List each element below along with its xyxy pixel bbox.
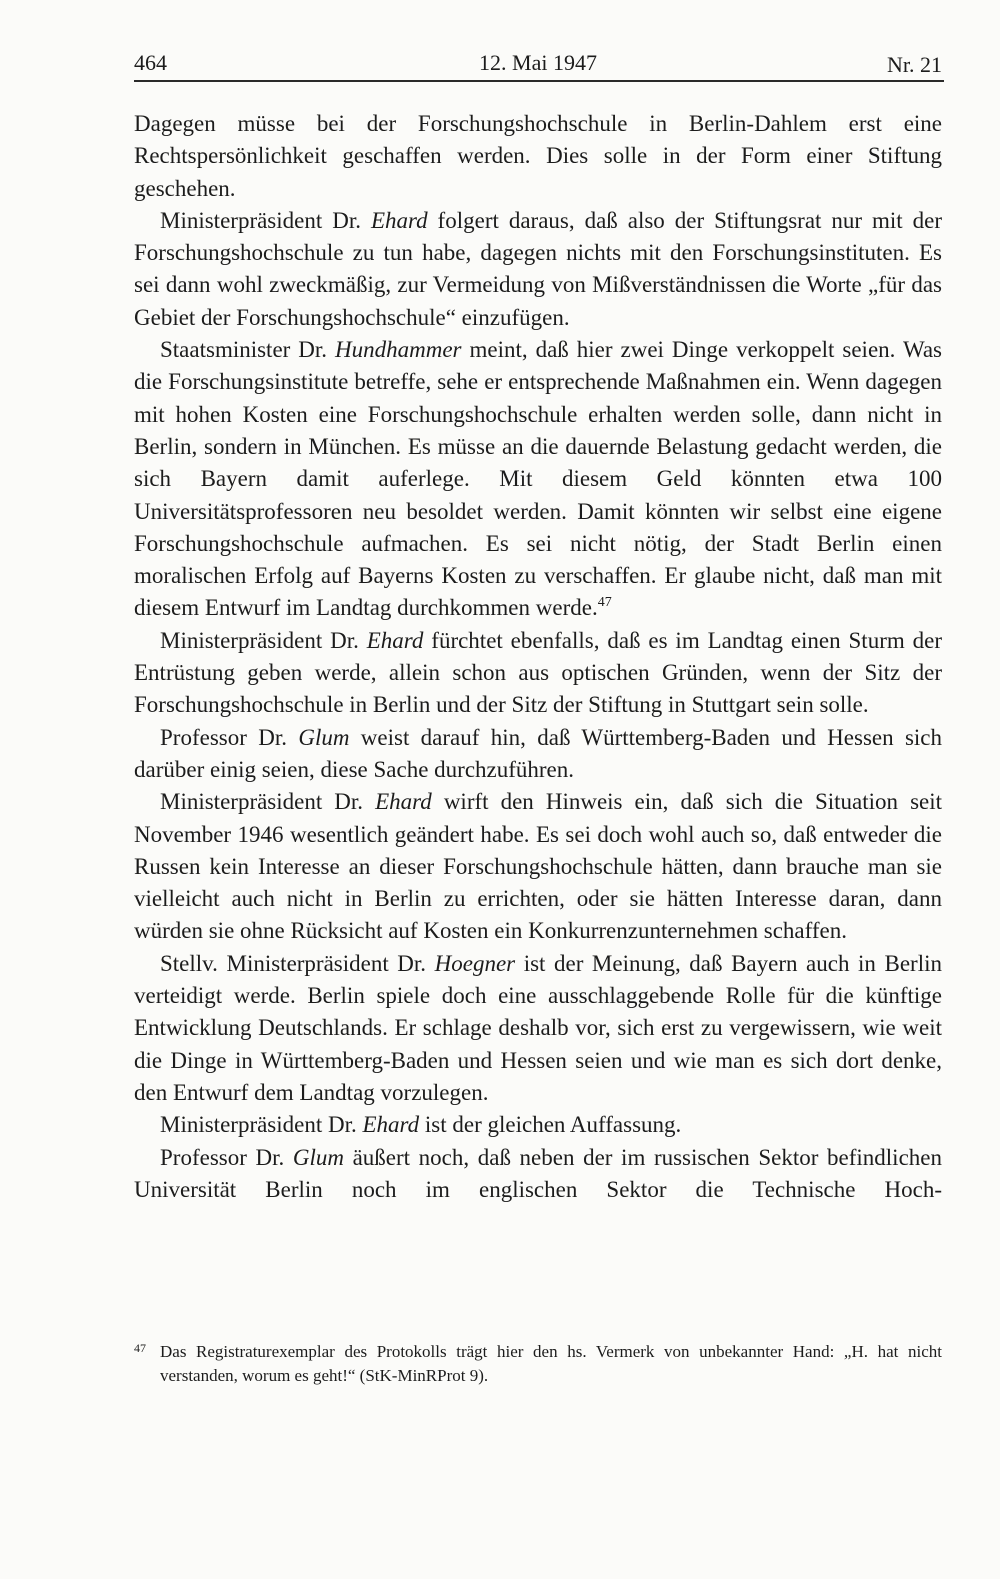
footnotes	[134, 1340, 942, 1388]
speaker-name: Glum	[292, 1144, 344, 1170]
paragraph	[134, 205, 942, 334]
speaker-name: Ehard	[375, 789, 432, 815]
speaker-title: Stellv. Ministerpräsident Dr.	[160, 950, 435, 976]
paragraph-text: wirft den Hinweis ein, daß sich die Situation seit November 1946 wesentlich geändert habe. Es sei doch wohl auch so, daß entweder die Russen kein Interesse an dieser Forschungshochschule hätten, dann brauche man sie vielleicht auch nicht in Berlin zu errichten, oder sie hätten Interesse daran, dann würden sie ohne Rücksicht auf Kosten ein Konkurrenzunternehmen schaffen.	[134, 789, 943, 944]
paragraph-text: fürchtet ebenfalls, daß es im Landtag einen Sturm der Entrüstung geben werde, allein schon aus optischen Gründen, wenn der Sitz der Forschungshochschule in Berlin und der Sitz der Stiftung in Stuttgart sein solle.	[134, 627, 942, 718]
speaker-name: Ehard	[366, 627, 424, 653]
speaker-title: Ministerpräsident Dr.	[160, 789, 376, 815]
paragraph-text: weist darauf hin, daß Württemberg-Baden und Hessen sich darüber einig seien, diese Sache durchzuführen.	[134, 724, 943, 782]
speaker-title: Ministerpräsident Dr.	[160, 207, 371, 233]
paragraph	[134, 108, 942, 205]
paragraph	[134, 722, 942, 787]
paragraph	[134, 625, 942, 722]
running-header	[134, 44, 942, 78]
document-number: Nr. 21	[887, 52, 942, 77]
speaker-title: Professor Dr.	[160, 1144, 293, 1170]
page-number: 464	[134, 50, 167, 75]
paragraph-text: Dagegen müsse bei der Forschungshochschule in Berlin-Dahlem erst eine Rechtspersönlichkeit geschaffen werden. Dies solle in der Form einer Stiftung geschehen.	[134, 111, 942, 201]
paragraph-text: äußert noch, daß neben der im russischen Sektor befindlichen Universität Berlin noch im englischen Sektor die Technische Hoch-	[134, 1144, 942, 1202]
header-rule	[134, 80, 944, 82]
paragraph	[134, 948, 942, 1109]
footnote-reference: 47	[597, 595, 612, 611]
paragraph	[134, 334, 942, 625]
speaker-name: Hoegner	[434, 950, 516, 976]
body-text	[134, 108, 942, 1206]
speaker-name: Ehard	[370, 207, 428, 233]
paragraph	[134, 786, 942, 947]
speaker-title: Staatsminister Dr.	[160, 337, 336, 363]
paragraph-text: meint, daß hier zwei Dinge verkoppelt seien. Was die Forschungsinstitute betreffe, sehe er entsprechende Maßnahmen ein. Wenn dagegen mit hohen Kosten eine Forschungshochschule erhalten werden solle, dann nicht in Berlin, sondern in München. Es müsse an die dauernde Belastung gedacht werden, die sich Bayern damit auferlege. Mit diesem Geld könnten etwa 100 Universitätsprofessoren neu besoldet werden. Damit könnten wir selbst eine eigene Forschungshochschule aufmachen. Es sei nicht nötig, der Stadt Berlin einen moralischen Erfolg auf Bayerns Kosten zu verschaffen. Er glaube nicht, daß man mit diesem Entwurf im Landtag durchkommen werde.	[134, 337, 942, 621]
footnote	[134, 1340, 942, 1388]
speaker-name: Ehard	[362, 1112, 420, 1138]
paragraph-text: folgert daraus, daß also der Stiftungsrat nur mit der Forschungshochschule zu tun habe, dagegen nichts mit den Forschungsinstituten. Es sei dann wohl zweckmäßig, zur Vermeidung von Mißverständnissen die Worte „für das Gebiet der Forschungshochschule“ einzufügen.	[134, 207, 942, 330]
paragraph	[134, 1142, 942, 1207]
speaker-name: Hundhammer	[335, 337, 462, 363]
paragraph	[134, 1109, 942, 1141]
footnote-text: Das Registraturexemplar des Protokolls trägt hier den hs. Vermerk von unbekannter Hand: „H. hat nicht verstanden, worum es geht!“ (StK-MinRProt 9).	[160, 1342, 942, 1385]
paragraph-text: ist der Meinung, daß Bayern auch in Berlin verteidigt werde. Berlin spiele doch eine ausschlaggebende Rolle für die künftige Entwicklung Deutschlands. Er schlage deshalb vor, sich erst zu vergewissern, wie weit die Dinge in Württemberg-Baden und Hessen seien und wie man es sich dort denke, den Entwurf dem Landtag vorzulegen.	[134, 950, 942, 1105]
paragraph-text: ist der gleichen Auffassung.	[419, 1112, 682, 1138]
speaker-title: Professor Dr.	[160, 724, 299, 750]
speaker-title: Ministerpräsident Dr.	[160, 627, 367, 653]
header-date: 12. Mai 1947	[479, 50, 597, 75]
speaker-title: Ministerpräsident Dr.	[160, 1112, 363, 1138]
speaker-name: Glum	[298, 724, 350, 750]
footnote-number: 47	[134, 1341, 146, 1355]
